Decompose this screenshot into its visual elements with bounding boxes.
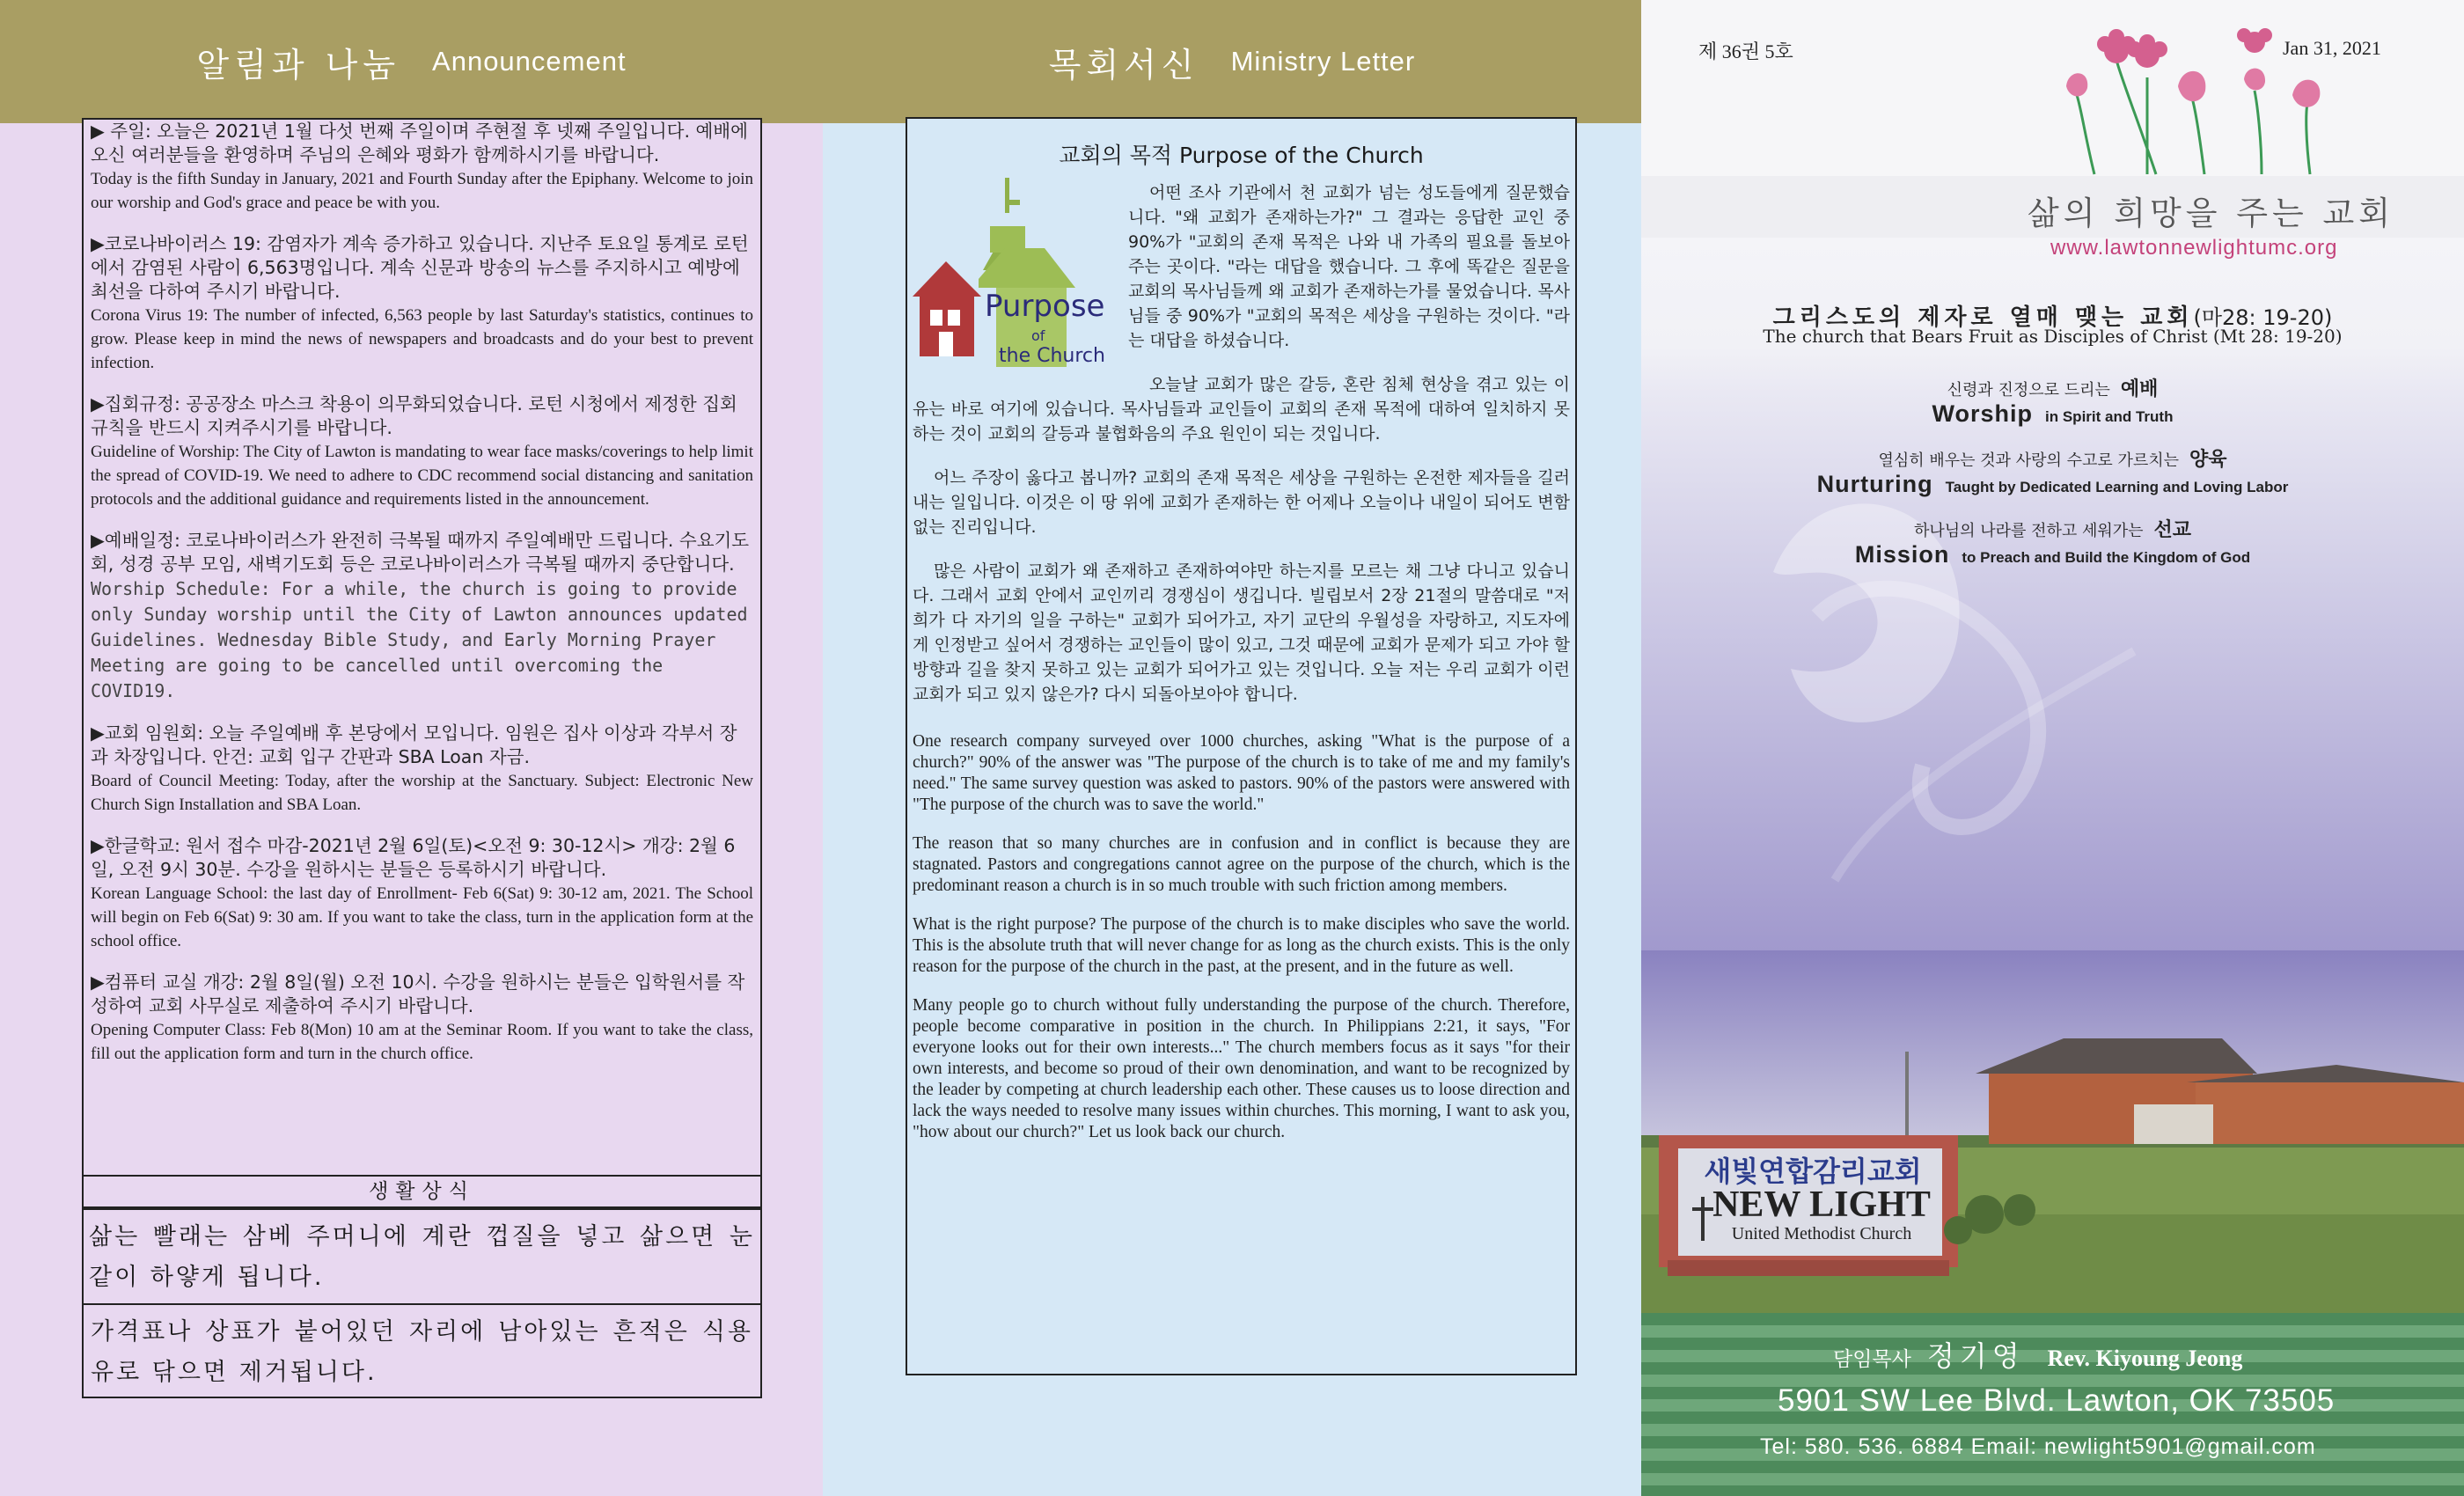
vision-en-line	[1641, 541, 2464, 568]
letter-paragraph-en: What is the right purpose? The purpose of the church is to make disciples who save the world. This is the absolute truth that will never change for as long as the church exists. This is the only reason for the purpose of the church in the past, at the present, and in the future as well.	[913, 915, 1570, 976]
pastor-label: 담임목사	[1833, 1348, 1911, 1371]
letter-title: 교회의 목적 Purpose of the Church	[1059, 143, 1424, 168]
vision-ko-line	[1641, 444, 2464, 472]
announcement-item-en: Board of Council Meeting: Today, after the worship at the Sanctuary. Subject: Electronic New Church Sign Installation and SBA Loan.	[91, 772, 753, 814]
vision-en-key: Nurturing	[1816, 471, 1933, 497]
logo-text-purpose: Purpose	[985, 289, 1105, 324]
life-tip-2: 가격표나 상표가 붙어있던 자리에 남아있는 흔적은 식용유로 닦으면 제거됩니다.	[82, 1303, 762, 1398]
vision-en-key: Worship	[1932, 400, 2034, 427]
logo-text-the-church: the Church	[999, 345, 1105, 367]
announcement-item	[91, 971, 753, 1066]
church-logo-icon	[913, 173, 1119, 393]
vision-ko-key: 양육	[2189, 449, 2227, 471]
church-website-link[interactable]: www.lawtonnewlightumc.org	[2050, 236, 2338, 260]
church-building-photo	[1641, 950, 2464, 1313]
announcement-item-ko: ▶컴퓨터 교실 개강: 2월 8일(월) 오전 10시. 수강을 원하시는 분들은 입학원서를 작성하여 교회 사무실로 제출하여 주시기 바랍니다.	[91, 972, 745, 1016]
announcement-item-ko: ▶코로나바이러스 19: 감염자가 계속 증가하고 있습니다. 지난주 토요일 통계로 로턴에서 감염된 사람이 6,563명입니다. 계속 신문과 방송의 뉴스를 주지하시고 예방에 최선을 다하여 주시기 바랍니다.	[91, 233, 749, 302]
announcement-item	[91, 834, 753, 953]
ministry-letter-header	[823, 0, 1641, 123]
sign-new-light: NEW LIGHT	[1712, 1184, 1931, 1225]
announcement-item-en: Worship Schedule: For a while, the church is going to provide only Sunday worship until the City of Lawton announces updated Guidelines. Wednesday Bible Study, and Early Morning Prayer Meeting are going to be cancelled until overcoming the COVID19.	[91, 578, 748, 701]
motto-ref: (마28: 19-20)	[2193, 305, 2333, 330]
announcement-item-ko: ▶예배일정: 코로나바이러스가 완전히 극복될 때까지 주일예배만 드립니다. 수요기도회, 성경 공부 모임, 새벽기도회 등은 코로나바이러스가 극복될 때까지 중단합니다.	[91, 530, 750, 575]
pastor-line	[1833, 1334, 2242, 1375]
letter-english-text	[913, 731, 1570, 1143]
vision-ko-line	[1641, 374, 2464, 401]
announcement-item-en: Opening Computer Class: Feb 8(Mon) 10 am at the Seminar Room. If you want to take the class, fill out the application form and turn in the church office.	[91, 1021, 753, 1063]
sign-umc: United Methodist Church	[1731, 1224, 1912, 1243]
letter-paragraph-en: One research company surveyed over 1000 churches, asking "What is the purpose of a church?" 90% of the answer was "The purpose of the church is to take of me and my family's need." The same survey question was asked to pastors. 90% of the pastors were answered with "The purpose of the church was to save the world."	[913, 732, 1570, 814]
ministry-letter-header-en: Ministry Letter	[1230, 46, 1416, 77]
church-address: 5901 SW Lee Blvd. Lawton, OK 73505	[1778, 1383, 2336, 1418]
letter-paragraph-en: The reason that so many churches are in confusion and in conflict is because they are stagnated. Pastors and congregations cannot agree on the purpose of the church, which is the predominant reason a church is in so much trouble with such friction among members.	[913, 834, 1570, 895]
sign-korean: 새빛연합감리교회	[1704, 1155, 1922, 1188]
announcement-item-en: Today is the fifth Sunday in January, 2021 and Fourth Sunday after the Epiphany. Welcome to join our worship and God's grace and peace be with you.	[91, 170, 753, 212]
announcement-header-en: Announcement	[432, 46, 627, 77]
letter-paragraph-ko: 어느 주장이 옳다고 봅니까? 교회의 존재 목적은 세상을 구원하는 온전한 제자들을 길러내는 일입니다. 이것은 이 땅 위에 교회가 존재하는 한 어제나 오늘이나 내일이 되어도 변함없는 진리입니다.	[913, 468, 1570, 537]
announcement-item-en: Korean Language School: the last day of Enrollment- Feb 6(Sat) 9: 30-12 am, 2021. The School will begin on Feb 6(Sat) 9: 30 am. If you want to take the class, turn in the application form at the school office.	[91, 884, 753, 950]
logo-text-of: of	[1031, 327, 1045, 344]
motto-ko: 그리스도의 제자로 열매 맺는 교회	[1772, 304, 2194, 331]
announcement-item	[91, 120, 753, 215]
announcement-item-ko: ▶교회 임원회: 오늘 주일예배 후 본당에서 모입니다. 임원은 집사 이상과 각부서 장과 차장입니다. 안건: 교회 입구 간판과 SBA Loan 자금.	[91, 722, 737, 767]
ministry-letter-box	[906, 117, 1577, 1375]
vision-en-rest: Taught by Dedicated Learning and Loving Labor	[1945, 479, 2289, 495]
announcement-item	[91, 392, 753, 511]
announcement-item-en: Corona Virus 19: The number of infected, 6,563 people by last Saturday's statistics, continues to grow. Please keep in mind the news of newspapers and broadcasts and do your best to prevent infection.	[91, 306, 753, 372]
vision-ko-line	[1641, 515, 2464, 542]
vision-en-key: Mission	[1854, 541, 1950, 568]
letter-paragraph-en: Many people go to church without fully understanding the purpose of the church. Therefore, people become comparative in position in the church. In Philippians 2:21, it says, "For everyone looks out for their own interests..." The church members focus as it says "for their own interests, and become so proud of their own denomination, and want to be recognized by the leader by competing at church leadership each other. These causes us to loose direction and lack the ways needed to resolve many issues within churches. This morning, I want to ask you, "how about our church?" Let us look back our church.	[913, 996, 1570, 1141]
ministry-letter-header-ko: 목회서신	[1048, 45, 1199, 84]
pastor-name-en: Rev. Kiyoung Jeong	[2047, 1346, 2243, 1371]
letter-paragraph-ko: 어떤 조사 기관에서 천 교회가 넘는 성도들에게 질문했습니다. "왜 교회가 존재하는가?" 그 결과는 응답한 교인 중 90%가 "교회의 존재 목적은 나와 내 가족의 필요를 돌보아주는 곳이다. "라는 대답을 했습니다. 그 후에 똑같은 질문을 교회의 목사님들께 왜 교회가 존재하는가를 물었습니다. 목사님들 중 90%가 "교회의 목적은 세상을 구원하는 것이다. "라는 대답을 하셨습니다.	[1128, 183, 1570, 350]
life-tip-1: 삶는 빨래는 삼베 주머니에 계란 껍질을 넣고 삶으면 눈같이 하얗게 됩니다.	[82, 1208, 762, 1303]
announcement-header-ko: 알림과 나눔	[196, 45, 401, 84]
letter-paragraph-ko: 많은 사람이 교회가 왜 존재하고 존재하여야만 하는지를 모르는 채 그냥 다니고 있습니다. 그래서 교회 안에서 교인끼리 경쟁심이 생깁니다. 빌립보서 2장 21절의 말씀대로 "저희가 다 자기의 일을 구하는" 교회가 되어가고, 자기 교단의 우월성을 자랑하고, 지도자에게 인정받고 싶어서 경쟁하는 교인들이 많이 있고, 그것 때문에 교회가 문제가 되고 가야 할 방향과 길을 찾지 못하고 있는 교회가 되어가고 있는 것입니다. 오늘 저는 우리 교회가 이런 교회가 되고 있지 않은가? 다시 되돌아보아야 합니다.	[913, 561, 1570, 704]
church-slogan: 삶의 희망을 주는 교회	[2028, 194, 2394, 232]
vision-en-rest: in Spirit and Truth	[2045, 408, 2174, 425]
announcement-item	[91, 529, 753, 704]
announcement-item-ko: ▶한글학교: 원서 접수 마감-2021년 2월 6일(토)<오전 9: 30-12시> 개강: 2월 6일, 오전 9시 30분. 수강을 원하시는 분들은 등록하시기 바랍니다.	[91, 835, 736, 880]
announcement-item	[91, 232, 753, 375]
church-contact[interactable]: Tel: 580. 536. 6884 Email: newlight5901@gmail.com	[1760, 1434, 2316, 1459]
motto-en: The church that Bears Fruit as Disciples of Christ (Mt 28: 19-20)	[1763, 326, 2343, 347]
vision-ko-key: 예배	[2120, 378, 2159, 400]
letter-paragraph-ko: 오늘날 교회가 많은 갈등, 혼란 침체 현상을 겪고 있는 이유는 바로 여기에 있습니다. 목사님들과 교인들이 교회의 존재 목적에 대하여 일치하지 못하는 것이 교회의 갈등과 불협화음의 주요 원인이 되는 것입니다.	[913, 375, 1570, 444]
vision-en-line	[1641, 471, 2464, 498]
pastor-name-ko: 정기영	[1926, 1339, 2025, 1373]
volume-number: 제 36권 5호	[1698, 40, 1793, 62]
announcement-header	[0, 0, 823, 123]
bulletin-date: Jan 31, 2021	[2283, 37, 2381, 59]
vision-en-rest: to Preach and Build the Kingdom of God	[1962, 549, 2251, 566]
vision-ko-pre: 신령과 진정으로 드리는	[1947, 381, 2110, 400]
announcement-item-en: Guideline of Worship: The City of Lawton is mandating to wear face masks/coverings to help limit the spread of COVID-19. We need to adhere to CDC recommend social distancing and sanitation protocols and the additional guidance and requirements listed in the announcement.	[91, 443, 753, 509]
life-tips-title: 생활상식	[82, 1175, 762, 1208]
announcement-item	[91, 722, 753, 817]
purpose-church-logo	[913, 173, 1119, 393]
vision-ko-key: 선교	[2153, 519, 2192, 541]
vision-ko-pre: 열심히 배우는 것과 사랑의 수고로 가르치는	[1878, 451, 2180, 470]
vision-en-line	[1641, 400, 2464, 428]
announcement-item-ko: ▶집회규정: 공공장소 마스크 착용이 의무화되었습니다. 로턴 시청에서 제정한 집회 규칙을 반드시 지켜주시기를 바랍니다.	[91, 393, 737, 438]
announcement-list	[84, 120, 760, 1066]
vision-ko-pre: 하나님의 나라를 전하고 세워가는	[1913, 522, 2144, 540]
announcement-item-ko: ▶ 주일: 오늘은 2021년 1월 다섯 번째 주일이며 주현절 후 넷째 주일입니다. 예배에 오신 여러분들을 환영하며 주님의 은혜와 평화가 함께하시기를 바랍니다.	[91, 121, 748, 165]
